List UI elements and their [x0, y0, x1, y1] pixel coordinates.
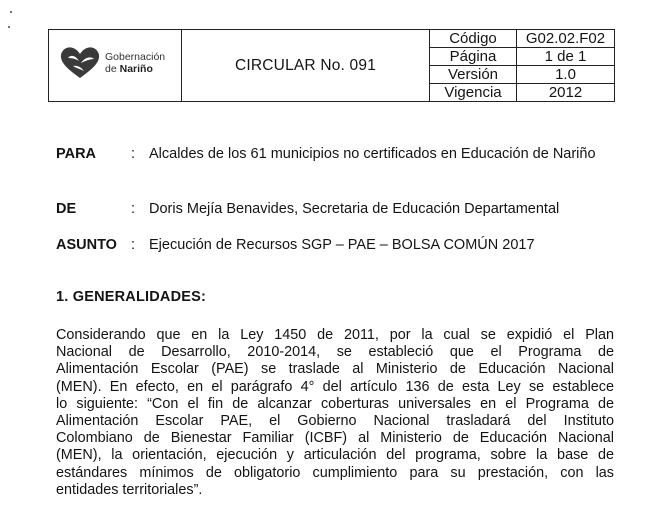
- de-text: Doris Mejía Benavides, Secretaria de Educación Departamental: [149, 201, 560, 217]
- meta-value-pagina: 1 de 1: [517, 48, 615, 66]
- paragraph-line: Alimentación Escolar PAE, el Gobierno Nacional trasladará del Instituto: [56, 412, 614, 429]
- generalidades-paragraph: [56, 327, 614, 499]
- section-title-generalidades: 1. GENERALIDADES:: [56, 289, 207, 305]
- asunto-text: Ejecución de Recursos SGP – PAE – BOLSA COMÚN 2017: [149, 237, 535, 253]
- de-label: DE: [56, 201, 77, 217]
- paragraph-line: estándares mínimos de obligatorio cumplimiento para su prestación, con las: [56, 464, 614, 481]
- meta-key-vigencia: Vigencia: [430, 84, 517, 102]
- meta-value-vigencia: 2012: [517, 84, 615, 102]
- meta-key-pagina: Página: [430, 48, 517, 66]
- asunto-label: ASUNTO: [56, 237, 117, 253]
- paragraph-line: Considerando que en la Ley 1450 de 2011, por la cual se expidió el Plan: [56, 327, 614, 343]
- paragraph-line: entidades territoriales”.: [56, 481, 203, 498]
- para-label: PARA: [56, 146, 97, 162]
- heart-logo-icon: [59, 46, 101, 80]
- logo-line-2-bold: Nariño: [119, 63, 153, 75]
- scan-speck: [10, 11, 12, 13]
- logo-wordmark: [105, 51, 165, 75]
- gobernacion-logo: [59, 46, 165, 80]
- logo-cell: [49, 30, 182, 102]
- meta-key-codigo: Código: [430, 30, 517, 48]
- paragraph-line: Nacional de Desarrollo, 2010-2014, se estableció que el Programa de: [56, 344, 614, 361]
- logo-line-2: [105, 63, 165, 75]
- paragraph-line: (MEN). En efecto, en el parágrafo 4° del artículo 136 de esta Ley se establece: [56, 378, 614, 395]
- para-colon: :: [131, 146, 136, 162]
- paragraph-line: lo siguiente: “Con el fin de alcanzar coberturas universales en el Programa de: [56, 395, 614, 412]
- paragraph-line: Colombiano de Bienestar Familiar (ICBF) al Ministerio de Educación Nacional: [56, 430, 614, 447]
- de-colon: :: [131, 201, 136, 217]
- logo-line-1: Gobernación: [105, 51, 166, 63]
- para-text: Alcaldes de los 61 municipios no certificados en Educación de Nariño: [149, 146, 596, 162]
- logo-line-2-prefix: de: [105, 63, 117, 75]
- circular-title: CIRCULAR No. 091: [182, 30, 430, 102]
- meta-value-version: 1.0: [517, 66, 615, 84]
- paragraph-line: (MEN), la orientación, ejecución y articulación del programa, sobre la base de: [56, 447, 614, 464]
- scan-speck: [8, 26, 10, 28]
- asunto-colon: :: [131, 237, 136, 253]
- document-header-table: [48, 29, 615, 102]
- meta-value-codigo: G02.02.F02: [517, 30, 615, 48]
- meta-key-version: Versión: [430, 66, 517, 84]
- paragraph-line: Alimentación Escolar (PAE) se traslade al Ministerio de Educación Nacional: [56, 361, 614, 378]
